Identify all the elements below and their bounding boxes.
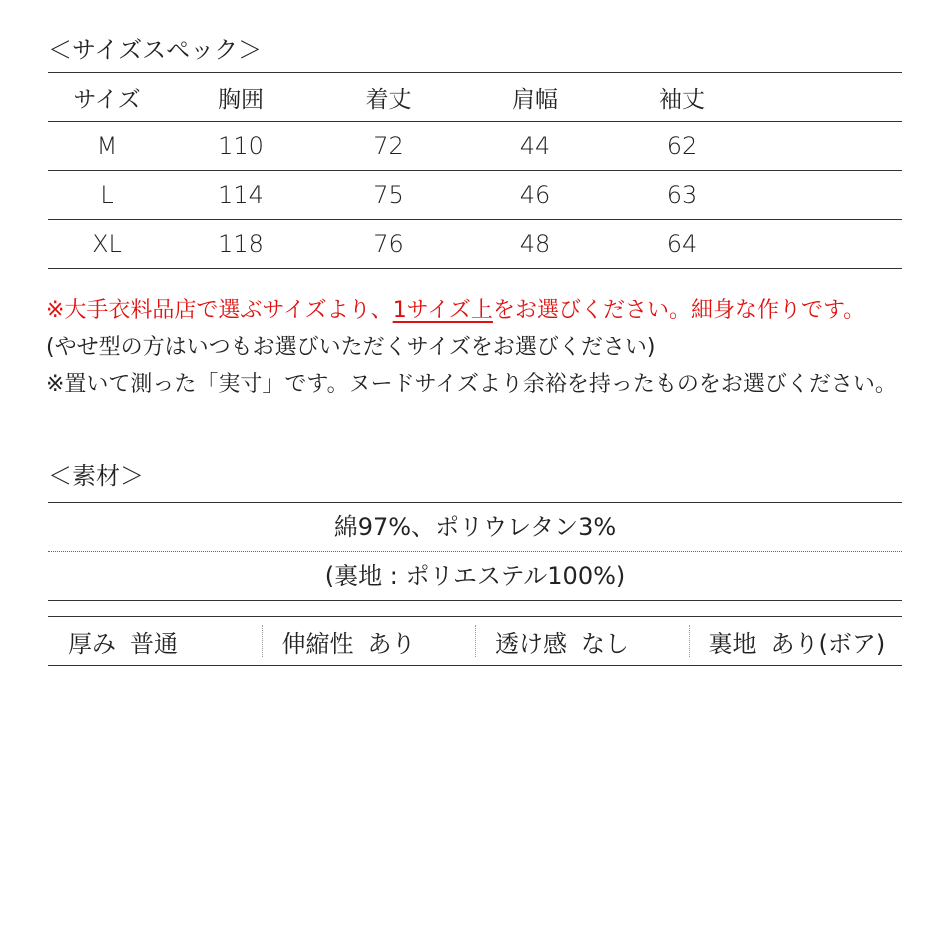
- header-sleeve: 袖丈: [609, 73, 755, 122]
- cell-chest: 110: [166, 122, 316, 171]
- table-header-row: [48, 73, 902, 122]
- header-size: サイズ: [48, 73, 166, 122]
- cell-chest: 118: [166, 220, 316, 269]
- material-lining: (裏地 : ポリエステル100%): [48, 552, 902, 601]
- size-spec-title: ＜サイズスペック＞: [48, 36, 263, 64]
- header-chest: 胸囲: [166, 73, 316, 122]
- cell-shoulder: 48: [461, 220, 609, 269]
- cell-length: 76: [316, 220, 461, 269]
- property-label: 伸縮性: [281, 629, 354, 658]
- size-notes: [46, 292, 897, 403]
- header-length: 着丈: [316, 73, 461, 122]
- fabric-properties: [48, 616, 902, 666]
- cell-size: M: [48, 122, 166, 171]
- cell-size: XL: [48, 220, 166, 269]
- cell-empty: [755, 122, 902, 171]
- table-row: [48, 220, 902, 269]
- property-label: 透け感: [495, 629, 567, 658]
- table-row: [48, 122, 902, 171]
- cell-empty: [755, 220, 902, 269]
- property-value: 普通: [130, 629, 178, 658]
- cell-shoulder: 46: [461, 171, 609, 220]
- cell-length: 75: [316, 171, 461, 220]
- material-main: 綿97%、ポリウレタン3%: [48, 502, 902, 552]
- property-value: あり: [367, 629, 416, 658]
- size-spec-table: [48, 72, 902, 269]
- cell-chest: 114: [166, 171, 316, 220]
- property-value: なし: [581, 629, 629, 658]
- property-lining: [689, 617, 903, 665]
- property-stretch: [262, 617, 476, 665]
- size-advice-pre: ※大手衣料品店で選ぶサイズより、: [46, 298, 393, 323]
- cell-size: L: [48, 171, 166, 220]
- property-label: 裏地: [708, 629, 757, 658]
- table-row: [48, 171, 902, 220]
- property-thickness: [48, 617, 262, 665]
- cell-length: 72: [316, 122, 461, 171]
- measurement-note: ※置いて測った「実寸」です。ヌードサイズより余裕を持ったものをお選びください。: [46, 372, 897, 397]
- size-advice-note: [46, 292, 897, 329]
- size-advice-post: をお選びください。細身な作りです。: [492, 298, 866, 323]
- material-table: [48, 502, 902, 601]
- header-empty: [755, 73, 902, 122]
- cell-sleeve: 62: [609, 122, 755, 171]
- property-label: 厚み: [68, 629, 116, 658]
- cell-shoulder: 44: [461, 122, 609, 171]
- size-advice-highlight: 1サイズ上: [392, 298, 493, 323]
- cell-sleeve: 64: [609, 220, 755, 269]
- header-shoulder: 肩幅: [461, 73, 609, 122]
- cell-empty: [755, 171, 902, 220]
- slim-body-note: (やせ型の方はいつもお選びいただくサイズをお選びください): [46, 335, 656, 360]
- cell-sleeve: 63: [609, 171, 755, 220]
- property-sheerness: [475, 617, 689, 665]
- property-value: あり(ボア): [770, 629, 886, 658]
- material-title: ＜素材＞: [48, 462, 144, 490]
